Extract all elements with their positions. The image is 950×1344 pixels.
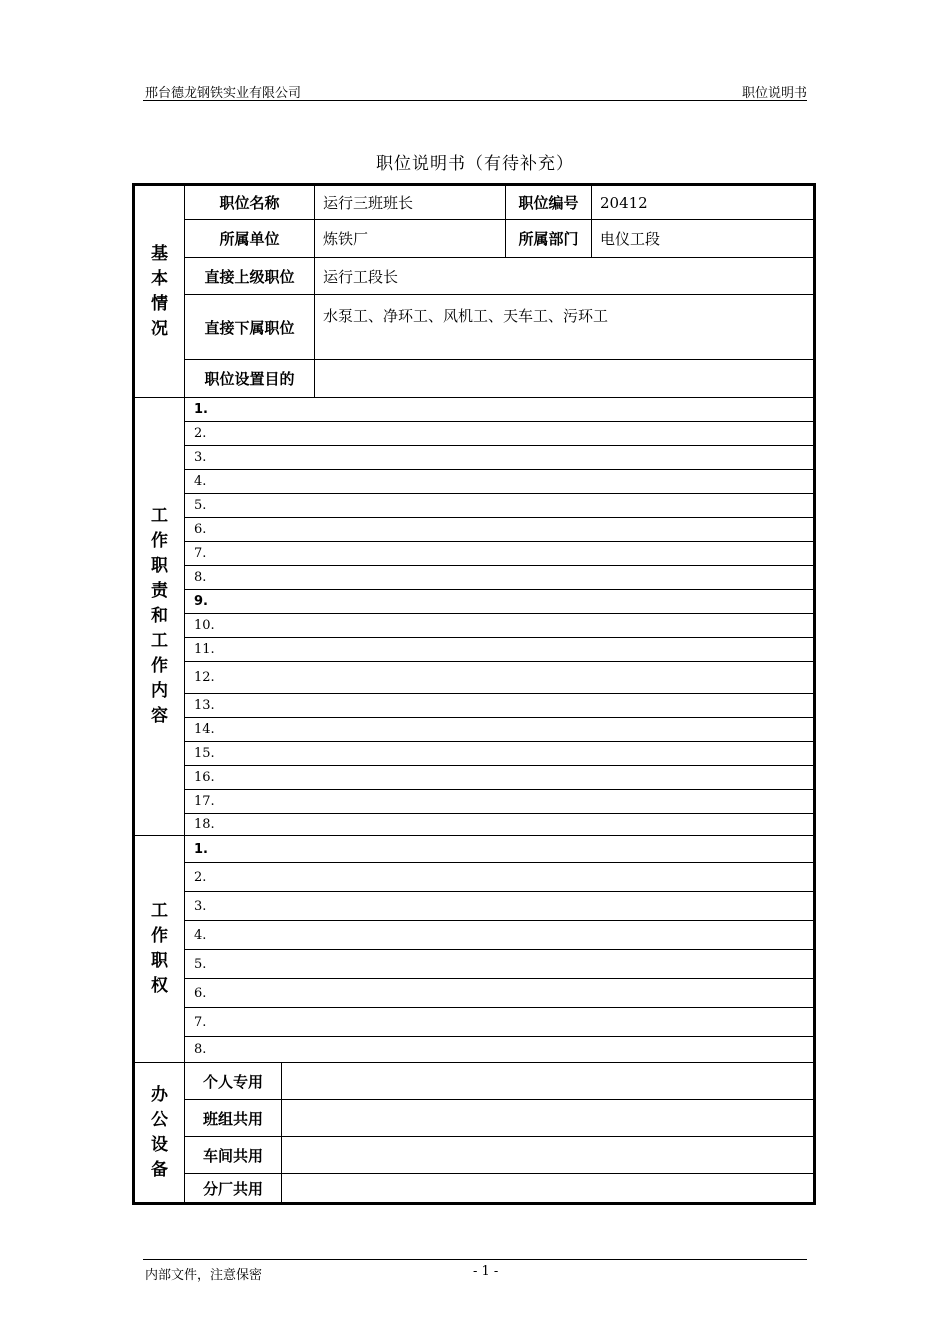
duty-item: 5. (185, 494, 813, 518)
authority-item: 5. (185, 950, 813, 979)
purpose-value (315, 360, 813, 398)
equipment-label: 车间共用 (185, 1137, 282, 1174)
unit-value: 炼铁厂 (315, 220, 506, 258)
basic-info-section-label: 基本情况 (135, 186, 185, 398)
position-code-label: 职位编号 (506, 186, 592, 220)
authority-section-label: 工作职权 (135, 836, 185, 1063)
equipment-value (282, 1174, 813, 1202)
document-title: 职位说明书（有待补充） (376, 154, 574, 174)
position-name-value: 运行三班班长 (315, 186, 506, 220)
duty-item: 9. (185, 590, 813, 614)
equipment-value (282, 1100, 813, 1137)
duty-item: 15. (185, 742, 813, 766)
duties-section-label: 工作职责和工作内容 (135, 398, 185, 836)
unit-label: 所属单位 (185, 220, 315, 258)
company-name: 邢台德龙钢铁实业有限公司 (145, 86, 302, 101)
duty-item: 11. (185, 638, 813, 662)
dept-label: 所属部门 (506, 220, 592, 258)
superior-value: 运行工段长 (315, 258, 813, 295)
document-type: 职位说明书 (741, 86, 807, 101)
duty-item: 6. (185, 518, 813, 542)
duty-item: 1. (185, 398, 813, 422)
dept-value: 电仪工段 (592, 220, 813, 258)
authority-item: 7. (185, 1008, 813, 1037)
authority-item: 8. (185, 1037, 813, 1063)
purpose-label: 职位设置目的 (185, 360, 315, 398)
duty-item: 7. (185, 542, 813, 566)
duty-item: 2. (185, 422, 813, 446)
duty-item: 4. (185, 470, 813, 494)
confidential-notice: 内部文件，注意保密 (145, 1268, 263, 1283)
equipment-value (282, 1137, 813, 1174)
position-code-value: 20412 (592, 186, 813, 220)
page-number: - 1 - (473, 1264, 499, 1279)
authority-item: 4. (185, 921, 813, 950)
page-header (143, 82, 807, 101)
duty-item: 8. (185, 566, 813, 590)
superior-label: 直接上级职位 (185, 258, 315, 295)
duty-item: 10. (185, 614, 813, 638)
authority-item: 6. (185, 979, 813, 1008)
job-description-table (132, 183, 816, 1205)
subordinate-label: 直接下属职位 (185, 295, 315, 360)
duty-item: 17. (185, 790, 813, 814)
page-footer (143, 1259, 807, 1283)
equipment-section-label: 办公设备 (135, 1063, 185, 1202)
position-name-label: 职位名称 (185, 186, 315, 220)
authority-item: 3. (185, 892, 813, 921)
equipment-label: 分厂共用 (185, 1174, 282, 1202)
equipment-label: 个人专用 (185, 1063, 282, 1100)
duty-item: 14. (185, 718, 813, 742)
duty-item: 3. (185, 446, 813, 470)
subordinate-value: 水泵工、净环工、风机工、天车工、污环工 (315, 295, 813, 360)
equipment-value (282, 1063, 813, 1100)
equipment-label: 班组共用 (185, 1100, 282, 1137)
authority-item: 1. (185, 836, 813, 863)
duty-item: 18. (185, 814, 813, 836)
duty-item: 13. (185, 694, 813, 718)
authority-item: 2. (185, 863, 813, 892)
duty-item: 16. (185, 766, 813, 790)
duty-item: 12. (185, 662, 813, 694)
